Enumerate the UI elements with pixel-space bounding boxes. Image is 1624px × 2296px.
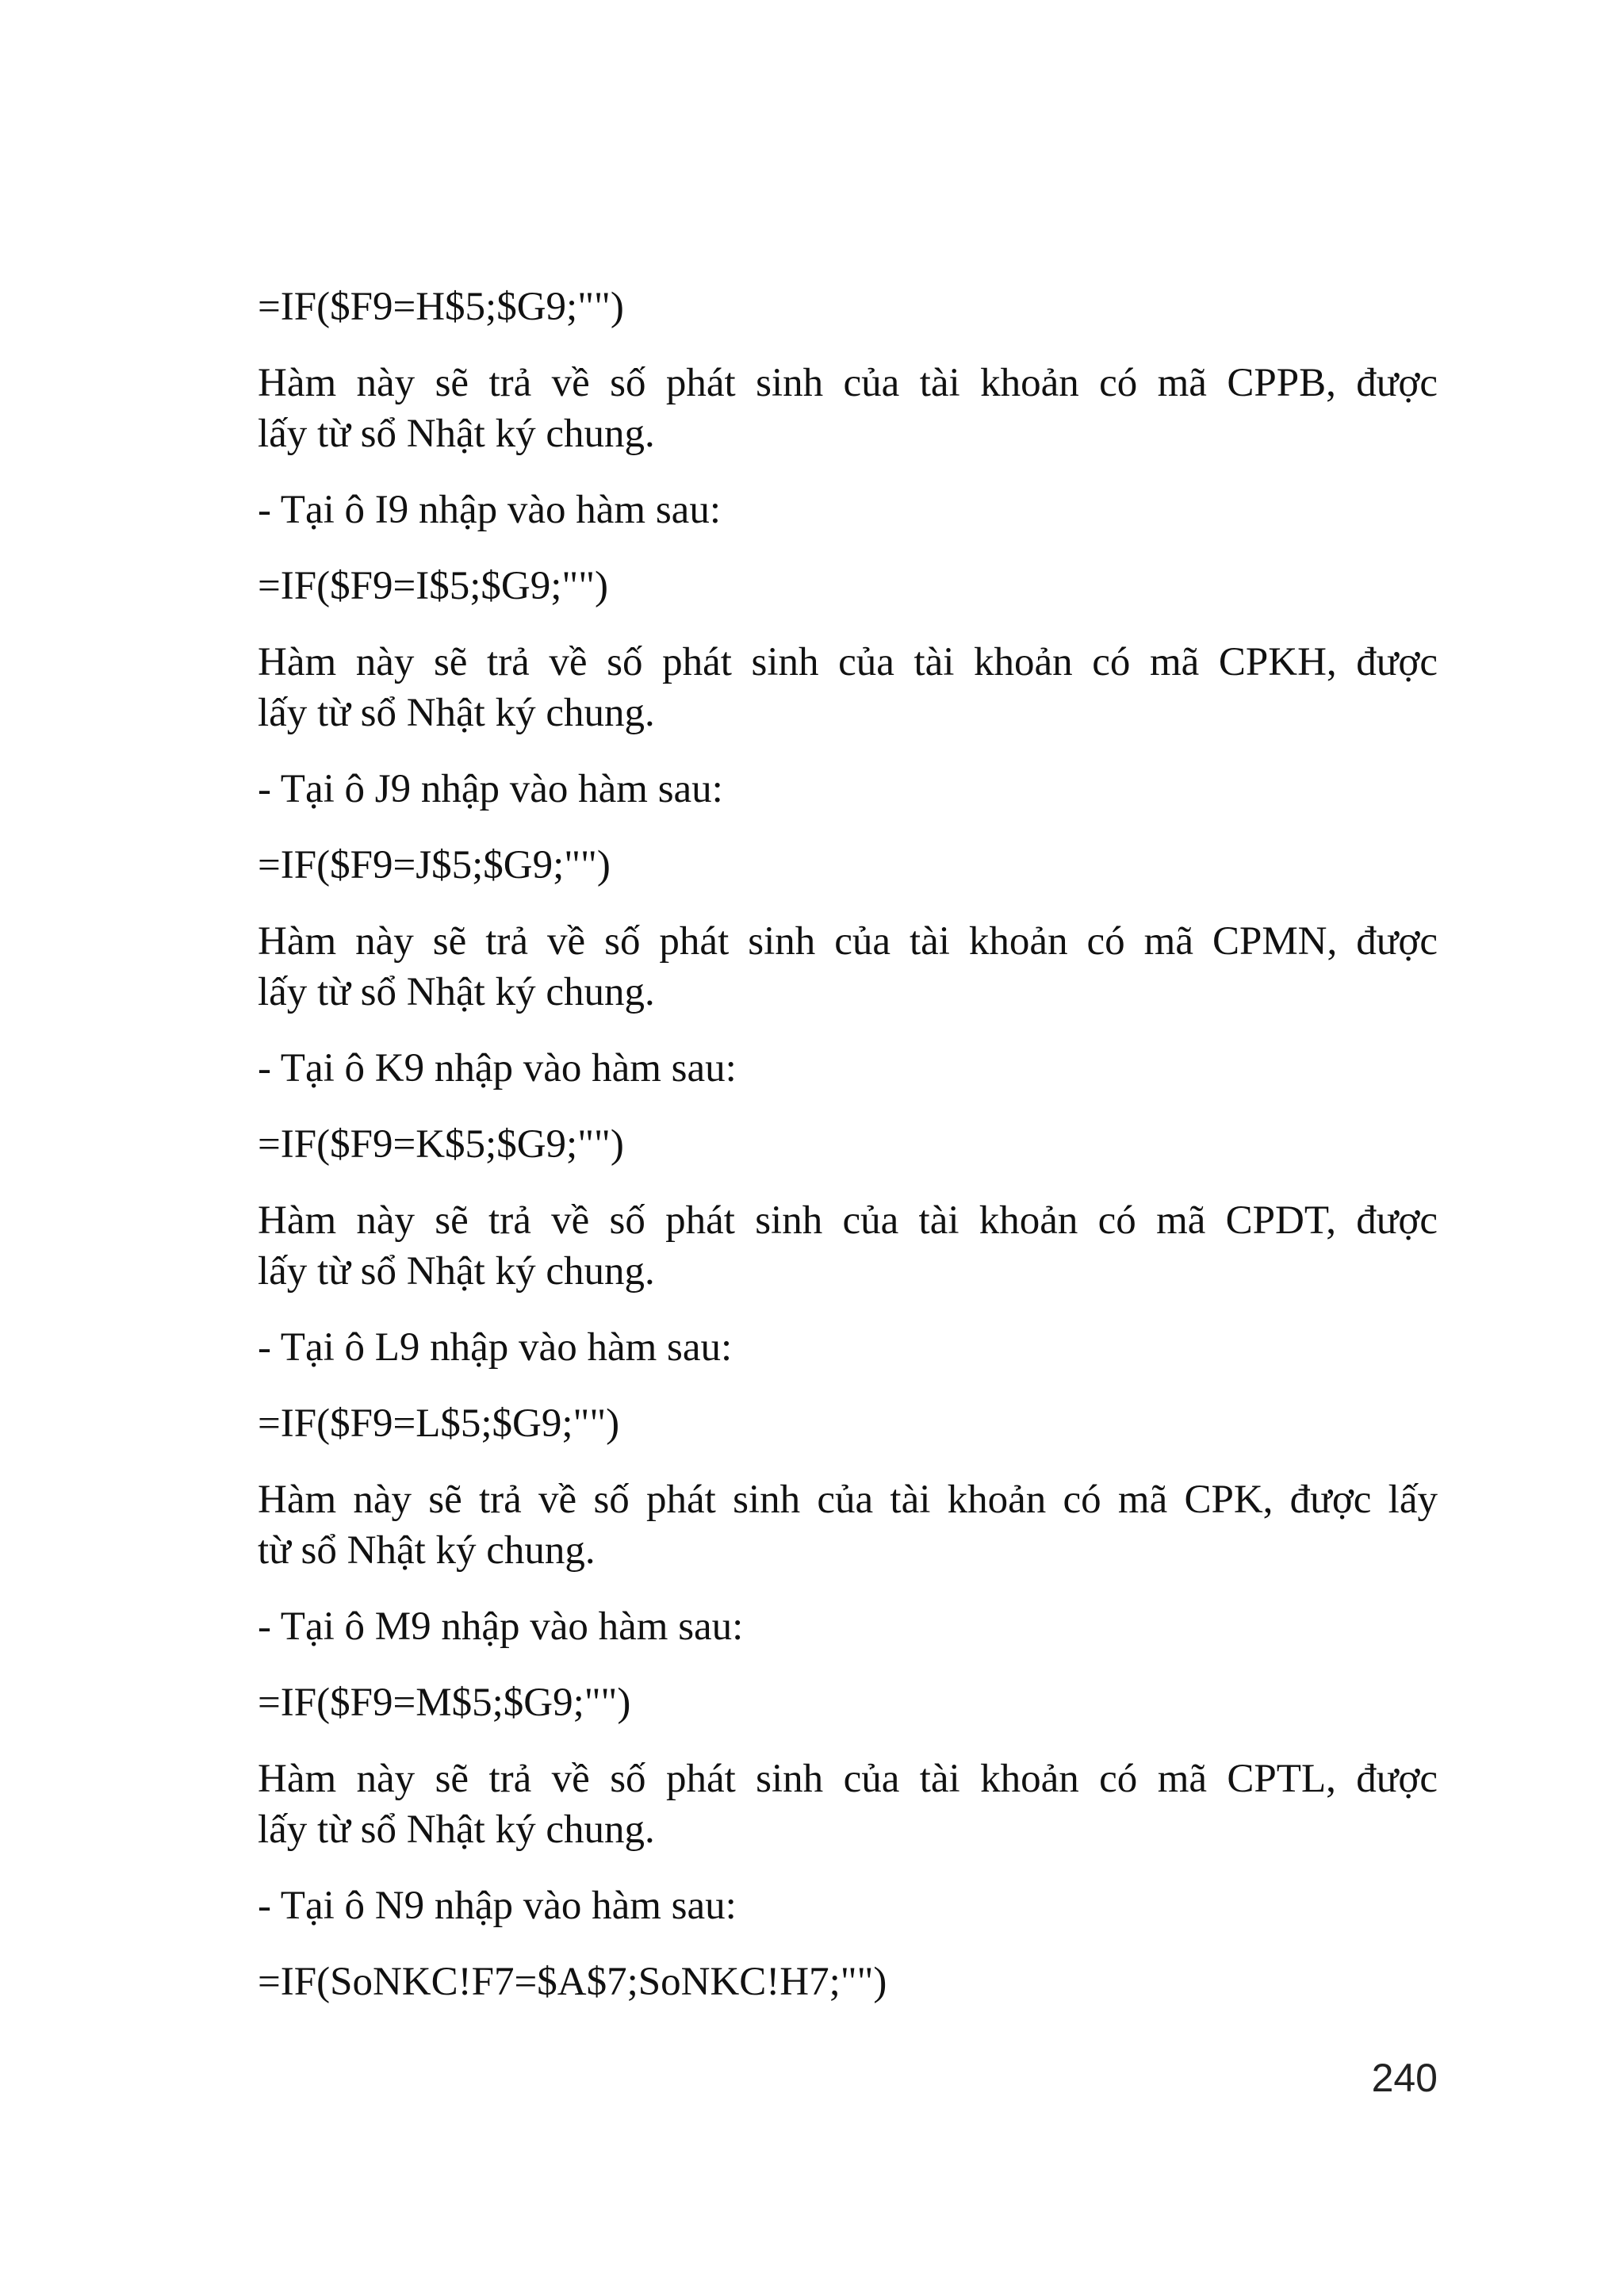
paragraph-cpkh bbox=[258, 637, 1438, 738]
paragraph-cpdt bbox=[258, 1195, 1438, 1297]
paragraph-line: lấy từ sổ Nhật ký chung. bbox=[258, 1807, 655, 1852]
paragraph-line: từ sổ Nhật ký chung. bbox=[258, 1528, 596, 1573]
paragraph-line: Hàm này sẽ trả về số phát sinh của tài khoản có mã CPTL, được bbox=[258, 1757, 1438, 1801]
formula-h9: =IF($F9=H$5;$G9;"") bbox=[258, 285, 624, 329]
paragraph-cppb bbox=[258, 358, 1438, 459]
paragraph-line: Hàm này sẽ trả về số phát sinh của tài khoản có mã CPMN, được bbox=[258, 919, 1438, 964]
paragraph-line: Hàm này sẽ trả về số phát sinh của tài khoản có mã CPK, được lấy bbox=[258, 1478, 1438, 1522]
paragraph-line: lấy từ sổ Nhật ký chung. bbox=[258, 970, 655, 1014]
formula-l9: =IF($F9=L$5;$G9;"") bbox=[258, 1401, 620, 1446]
step-l9: - Tại ô L9 nhập vào hàm sau: bbox=[258, 1325, 733, 1370]
step-n9: - Tại ô N9 nhập vào hàm sau: bbox=[258, 1884, 737, 1928]
paragraph-line: Hàm này sẽ trả về số phát sinh của tài khoản có mã CPKH, được bbox=[258, 640, 1438, 684]
formula-k9: =IF($F9=K$5;$G9;"") bbox=[258, 1122, 624, 1167]
page-content bbox=[258, 282, 1438, 2033]
paragraph-cpk bbox=[258, 1474, 1438, 1576]
paragraph-line: lấy từ sổ Nhật ký chung. bbox=[258, 691, 655, 735]
paragraph-line: lấy từ sổ Nhật ký chung. bbox=[258, 412, 655, 456]
paragraph-line: lấy từ sổ Nhật ký chung. bbox=[258, 1249, 655, 1294]
paragraph-line: Hàm này sẽ trả về số phát sinh của tài khoản có mã CPPB, được bbox=[258, 361, 1438, 405]
step-m9: - Tại ô M9 nhập vào hàm sau: bbox=[258, 1604, 744, 1649]
formula-m9: =IF($F9=M$5;$G9;"") bbox=[258, 1681, 631, 1725]
paragraph-cptl bbox=[258, 1754, 1438, 1855]
step-i9: - Tại ô I9 nhập vào hàm sau: bbox=[258, 488, 721, 532]
step-k9: - Tại ô K9 nhập vào hàm sau: bbox=[258, 1046, 737, 1091]
formula-j9: =IF($F9=J$5;$G9;"") bbox=[258, 843, 611, 887]
formula-n9: =IF(SoNKC!F7=$A$7;SoNKC!H7;"") bbox=[258, 1960, 887, 2004]
page-number: 240 bbox=[1371, 2056, 1438, 2100]
step-j9: - Tại ô J9 nhập vào hàm sau: bbox=[258, 767, 723, 811]
paragraph-line: Hàm này sẽ trả về số phát sinh của tài khoản có mã CPDT, được bbox=[258, 1198, 1438, 1243]
formula-i9: =IF($F9=I$5;$G9;"") bbox=[258, 564, 608, 608]
paragraph-cpmn bbox=[258, 916, 1438, 1018]
